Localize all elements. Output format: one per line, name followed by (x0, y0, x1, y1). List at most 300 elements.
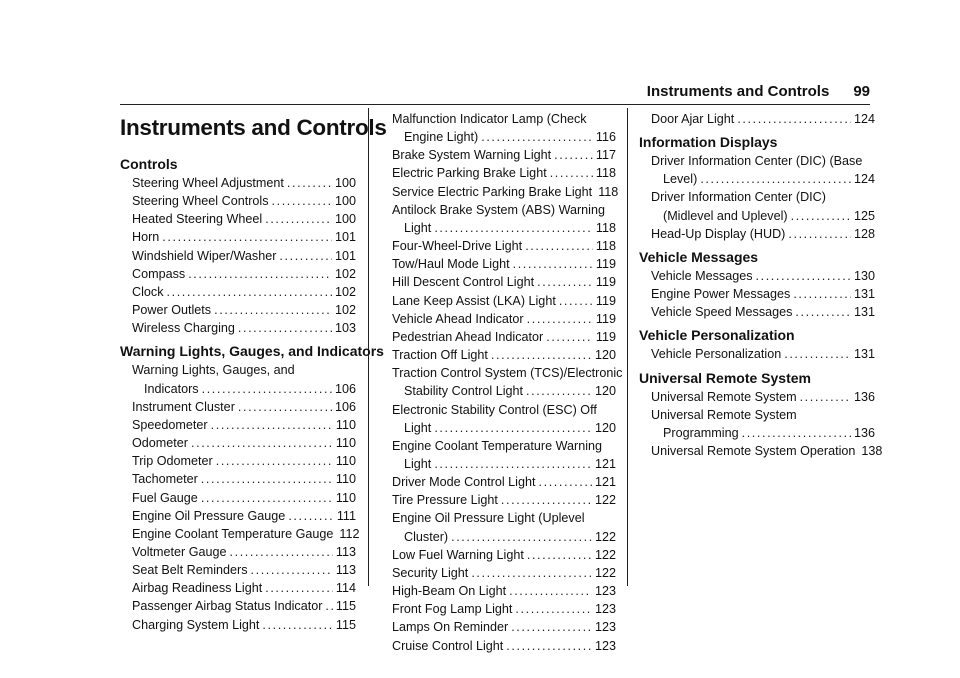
dot-leader (238, 398, 332, 416)
toc-entry-text: Passenger Airbag Status Indicator (132, 599, 323, 614)
dot-leader (509, 582, 592, 600)
toc-page-number: 101 (334, 230, 356, 245)
dot-leader (202, 380, 332, 398)
section-heading: Vehicle Personalization (639, 327, 795, 344)
toc-entry-line (120, 525, 360, 543)
toc-entry-text: Tachometer (132, 472, 198, 487)
toc-entry-text: Odometer (132, 436, 188, 451)
dot-leader (501, 491, 592, 509)
dot-leader (537, 273, 593, 291)
toc-entry[interactable] (639, 188, 875, 224)
toc-entry-text: Vehicle Speed Messages (651, 305, 793, 320)
toc-entry-text: Engine Power Messages (651, 287, 791, 302)
toc-entry[interactable] (380, 110, 616, 146)
toc-entry[interactable] (380, 255, 616, 273)
toc-entry[interactable] (639, 388, 875, 406)
toc-entry[interactable] (380, 618, 616, 636)
dot-leader (784, 345, 851, 363)
toc-page-number: 110 (335, 417, 356, 432)
toc-page-number: 121 (594, 456, 616, 471)
toc-entry-list (120, 174, 356, 337)
toc-page-number: 102 (334, 284, 356, 299)
toc-entry-text: Engine Oil Pressure Gauge (132, 508, 286, 523)
toc-entry-line (120, 283, 356, 301)
toc-entry-text: Lane Keep Assist (LKA) Light (392, 293, 556, 308)
toc-entry-line (380, 328, 616, 346)
dot-leader (554, 146, 593, 164)
toc-page-number: 114 (335, 581, 356, 596)
toc-page-number: 106 (334, 381, 356, 396)
toc-entry-text: Malfunction Indicator Lamp (Check (392, 112, 587, 126)
chapter-title: Instruments and Controls (120, 115, 387, 140)
toc-page-number: 112 (339, 526, 360, 541)
toc-entry-text: Compass (132, 266, 186, 281)
toc-column-2 (380, 110, 623, 655)
toc-entry-text: Tow/Haul Mode Light (392, 257, 510, 272)
toc-entry-line (380, 183, 619, 201)
toc-entry-line (120, 301, 356, 319)
dot-leader (451, 528, 592, 546)
toc-entry-text: Speedometer (132, 417, 208, 432)
toc-entry-text: Electronic Stability Control (ESC) Off (392, 402, 597, 417)
toc-entry-line (639, 285, 875, 303)
toc-entry-text: Lamps On Reminder (392, 620, 509, 635)
toc-entry-line (639, 110, 875, 128)
dot-leader (265, 579, 333, 597)
dot-leader (325, 597, 333, 615)
toc-entry[interactable] (120, 247, 356, 265)
dot-leader (279, 247, 332, 265)
toc-entry-continuation: Light (404, 456, 432, 471)
toc-entry-line (120, 434, 356, 452)
toc-page-number: 131 (853, 305, 875, 320)
dot-leader (513, 255, 593, 273)
dot-leader (251, 561, 333, 579)
toc-entry-text: Low Fuel Warning Light (392, 547, 524, 562)
toc-entry-line (639, 225, 875, 243)
page-number: 99 (853, 83, 870, 100)
toc-entry[interactable] (120, 543, 356, 561)
toc-entry-line (120, 174, 356, 192)
toc-entry-text: Driver Information Center (DIC) (651, 190, 826, 205)
toc-entry-line (120, 228, 356, 246)
toc-entry[interactable] (120, 361, 356, 397)
toc-entry-line (120, 543, 356, 561)
toc-page-number: 119 (595, 293, 616, 308)
dot-leader (515, 600, 592, 618)
toc-entry-line (380, 219, 616, 237)
toc-entry-text: Cruise Control Light (392, 638, 504, 653)
toc-entry-line (380, 237, 616, 255)
section-heading: Controls (120, 156, 178, 172)
toc-entry-line (380, 528, 616, 546)
toc-entry[interactable] (120, 319, 356, 337)
toc-entry-text: Instrument Cluster (132, 399, 235, 414)
toc-page-number: 113 (335, 544, 356, 559)
dot-leader (756, 267, 851, 285)
toc-page-number: 123 (594, 584, 616, 599)
section-heading: Universal Remote System (639, 369, 811, 386)
toc-page-number: 123 (594, 638, 616, 653)
toc-entry-line (120, 398, 356, 416)
toc-entry[interactable] (380, 491, 616, 509)
toc-entry-line (380, 346, 616, 364)
toc-entry-text: Warning Lights, Gauges, and (132, 363, 295, 378)
dot-leader (559, 292, 593, 310)
toc-page-number: 115 (335, 599, 356, 614)
toc-entry[interactable] (120, 452, 356, 470)
toc-entry[interactable] (380, 401, 616, 437)
toc-entry-text: Tire Pressure Light (392, 493, 498, 508)
dot-leader (800, 388, 851, 406)
dot-leader (526, 382, 592, 400)
toc-entry-line (380, 419, 616, 437)
toc-page-number: 100 (334, 212, 356, 227)
toc-entry[interactable] (120, 616, 356, 634)
running-header-title: Instruments and Controls (646, 83, 830, 100)
toc-entry[interactable] (120, 416, 356, 434)
toc-page-number: 122 (594, 565, 616, 580)
dot-leader (527, 546, 592, 564)
toc-entry[interactable] (380, 201, 616, 237)
toc-entry-text: Windshield Wiper/Washer (132, 248, 277, 263)
toc-entry[interactable] (380, 600, 616, 618)
toc-entry[interactable] (639, 110, 875, 128)
toc-entry-list (380, 110, 623, 655)
toc-entry-text: Four-Wheel-Drive Light (392, 239, 523, 254)
toc-page-number: 102 (334, 266, 356, 281)
toc-entry-text: Engine Coolant Temperature Gauge (132, 526, 334, 541)
toc-page-number: 124 (853, 172, 875, 187)
dot-leader (527, 310, 593, 328)
section-heading: Warning Lights, Gauges, and Indicators (120, 343, 384, 360)
dot-leader (434, 419, 592, 437)
toc-page-number: 116 (595, 130, 616, 145)
toc-entry-line (120, 616, 356, 634)
toc-entry[interactable] (380, 146, 616, 164)
toc-page-number: 119 (595, 311, 616, 326)
toc-entry-text: Traction Control System (TCS)/Electronic (392, 366, 623, 381)
toc-entry[interactable] (380, 437, 616, 473)
toc-entry[interactable] (380, 364, 623, 400)
dot-leader (216, 452, 333, 470)
toc-entry-line (120, 561, 356, 579)
section-heading: Vehicle Messages (639, 248, 759, 265)
toc-page-number: 138 (861, 444, 883, 459)
toc-entry-line (120, 470, 356, 488)
dot-leader (791, 207, 851, 225)
toc-entry[interactable] (120, 210, 356, 228)
toc-entry-line (120, 416, 356, 434)
toc-page-number: 113 (335, 563, 356, 578)
toc-entry[interactable] (380, 273, 616, 291)
toc-page-number: 100 (334, 176, 356, 190)
toc-entry-line (639, 345, 875, 363)
toc-page-number: 110 (335, 454, 356, 469)
dot-leader (788, 225, 851, 243)
toc-page-number: 120 (594, 384, 616, 399)
toc-entry-line (380, 546, 616, 564)
toc-entry-line (380, 164, 616, 182)
toc-entry[interactable] (120, 301, 356, 319)
toc-entry-line (120, 452, 356, 470)
toc-entry-text: Fuel Gauge (132, 490, 198, 505)
toc-entry-text: Charging System Light (132, 617, 260, 632)
toc-entry-continuation: Level) (663, 172, 698, 187)
toc-column-3 (639, 110, 883, 460)
toc-page-number: 136 (853, 425, 875, 440)
dot-leader (230, 543, 333, 561)
dot-leader (238, 319, 332, 337)
toc-entry[interactable] (380, 582, 616, 600)
toc-entry-line (380, 382, 616, 400)
dot-leader (511, 618, 592, 636)
toc-entry[interactable] (120, 228, 356, 246)
toc-entry-text: Engine Coolant Temperature Warning (392, 438, 603, 453)
toc-entry[interactable] (380, 237, 616, 255)
toc-entry[interactable] (380, 328, 616, 346)
dot-leader (288, 507, 334, 525)
toc-page-number: 119 (595, 275, 616, 290)
toc-page-number: 110 (335, 436, 356, 451)
toc-entry-line (639, 303, 875, 321)
toc-entry[interactable] (120, 283, 356, 301)
toc-entry-continuation: (Midlevel and Uplevel) (663, 208, 788, 223)
dot-leader (434, 219, 593, 237)
toc-entry[interactable] (120, 561, 356, 579)
toc-entry[interactable] (380, 473, 616, 491)
toc-page-number: 119 (595, 257, 616, 272)
toc-page-number: 128 (853, 226, 875, 241)
toc-page-number: 122 (594, 547, 616, 562)
toc-entry[interactable] (380, 346, 616, 364)
toc-entry-line (120, 489, 356, 507)
toc-page-number: 115 (335, 617, 356, 632)
dot-leader (491, 346, 592, 364)
toc-page-number: 130 (853, 268, 875, 283)
toc-entry-line (380, 292, 616, 310)
toc-entry[interactable] (380, 183, 619, 201)
toc-entry-continuation: Light (404, 220, 432, 235)
toc-entry-list (120, 361, 360, 633)
toc-entry-line (380, 491, 616, 509)
toc-entry-line (120, 247, 356, 265)
toc-page-number: 103 (334, 321, 356, 336)
toc-entry-list (639, 267, 875, 321)
toc-entry-text: Hill Descent Control Light (392, 275, 535, 290)
toc-page-number: 121 (594, 475, 616, 490)
dot-leader (272, 192, 332, 210)
toc-entry-continuation: Cluster) (404, 529, 449, 544)
toc-entry[interactable] (639, 303, 875, 321)
toc-entry-text: Voltmeter Gauge (132, 544, 227, 559)
toc-page-number: 136 (853, 389, 875, 404)
toc-entry-line (380, 273, 616, 291)
toc-entry-line (120, 192, 356, 210)
dot-leader (201, 489, 333, 507)
header-rule (120, 104, 870, 105)
toc-entry-line (120, 380, 356, 398)
toc-entry[interactable] (120, 489, 356, 507)
toc-entry-line (120, 319, 356, 337)
toc-entry[interactable] (120, 525, 360, 543)
toc-entry-line (380, 310, 616, 328)
toc-entry-text: Service Electric Parking Brake Light (392, 184, 593, 199)
dot-leader (434, 455, 592, 473)
toc-entry-line (639, 207, 875, 225)
dot-leader (214, 301, 332, 319)
toc-page-number: 123 (594, 620, 616, 635)
toc-column-1 (120, 110, 387, 634)
toc-entry-continuation: Programming (663, 425, 739, 440)
toc-entry-continuation: Light (404, 420, 432, 435)
toc-entry-line (120, 507, 356, 525)
toc-entry[interactable] (120, 507, 356, 525)
toc-entry-continuation: Stability Control Light (404, 384, 524, 399)
toc-page-number: 101 (334, 248, 356, 263)
toc-page-number: 124 (853, 112, 875, 126)
toc-entry[interactable] (120, 579, 356, 597)
toc-entry-line (380, 600, 616, 618)
toc-entry-line (639, 442, 883, 460)
toc-page-number: 106 (334, 399, 356, 414)
dot-leader (167, 283, 332, 301)
toc-entry-list (639, 345, 875, 363)
dot-leader (162, 228, 332, 246)
dot-leader (211, 416, 333, 434)
toc-entry[interactable] (639, 442, 883, 460)
toc-entry[interactable] (380, 164, 616, 182)
dot-leader (191, 434, 333, 452)
toc-page-number: 118 (598, 184, 619, 199)
toc-page-number: 123 (594, 602, 616, 617)
toc-entry-text: Horn (132, 230, 160, 245)
toc-entry-line (120, 265, 356, 283)
toc-entry-text: Steering Wheel Adjustment (132, 176, 284, 190)
toc-entry[interactable] (639, 152, 875, 188)
toc-entry-text: Vehicle Messages (651, 268, 753, 283)
toc-entry-text: Driver Information Center (DIC) (Base (651, 154, 863, 169)
toc-entry[interactable] (380, 564, 616, 582)
toc-entry-text: Traction Off Light (392, 348, 488, 363)
toc-page-number: 117 (595, 148, 616, 163)
toc-entry-line (120, 597, 356, 615)
toc-entry[interactable] (120, 265, 356, 283)
dot-leader (737, 110, 851, 128)
toc-entry-text: Engine Oil Pressure Light (Uplevel (392, 511, 585, 526)
running-header (647, 83, 870, 100)
section-heading: Information Displays (639, 134, 778, 151)
toc-entry[interactable] (120, 470, 356, 488)
toc-page-number: 102 (334, 303, 356, 318)
toc-entry[interactable] (380, 546, 616, 564)
toc-entry-text: Steering Wheel Controls (132, 194, 269, 209)
toc-entry[interactable] (380, 637, 616, 655)
dot-leader (201, 470, 333, 488)
toc-entry[interactable] (120, 434, 356, 452)
toc-page-number: 118 (595, 166, 616, 181)
toc-page-number: 118 (595, 220, 616, 235)
toc-entry-text: Head-Up Display (HUD) (651, 226, 786, 241)
dot-leader (525, 237, 593, 255)
toc-entry-text: Driver Mode Control Light (392, 475, 536, 490)
dot-leader (287, 174, 332, 192)
toc-entry-text: Universal Remote System Operation (651, 444, 856, 459)
dot-leader (793, 285, 851, 303)
toc-entry[interactable] (639, 225, 875, 243)
toc-entry-line (120, 210, 356, 228)
toc-entry-line (380, 255, 616, 273)
toc-entry-text: Antilock Brake System (ABS) Warning (392, 202, 605, 217)
toc-entry-line (380, 618, 616, 636)
dot-leader (795, 303, 851, 321)
toc-entry-text: Front Fog Lamp Light (392, 602, 513, 617)
toc-entry[interactable] (380, 509, 616, 545)
dot-leader (546, 328, 593, 346)
toc-entry-continuation: Engine Light) (404, 130, 479, 145)
toc-page-number: 110 (335, 472, 356, 487)
toc-page-number: 120 (594, 348, 616, 363)
toc-entry[interactable] (120, 398, 356, 416)
dot-leader (506, 637, 592, 655)
toc-entry[interactable] (639, 285, 875, 303)
dot-leader (481, 128, 593, 146)
toc-entry-text: High-Beam On Light (392, 584, 507, 599)
toc-entry-text: Seat Belt Reminders (132, 563, 248, 578)
toc-entry-text: Power Outlets (132, 303, 212, 318)
toc-entry-continuation: Indicators (144, 381, 199, 396)
toc-entry-line (380, 473, 616, 491)
toc-entry-line (639, 388, 875, 406)
toc-page-number: 122 (594, 529, 616, 544)
toc-page-number: 125 (853, 208, 875, 223)
toc-entry-text: Security Light (392, 565, 469, 580)
toc-entry[interactable] (120, 174, 356, 192)
toc-entry[interactable] (120, 597, 356, 615)
dot-leader (550, 164, 593, 182)
dot-leader (700, 170, 851, 188)
toc-page-number: 131 (853, 347, 875, 362)
toc-entry-text: Clock (132, 284, 164, 299)
toc-entry[interactable] (120, 192, 356, 210)
toc-entry-text: Heated Steering Wheel (132, 212, 263, 227)
toc-entry[interactable] (639, 345, 875, 363)
toc-entry[interactable] (639, 406, 875, 442)
toc-entry-text: Universal Remote System (651, 389, 797, 404)
dot-leader (539, 473, 592, 491)
toc-entry[interactable] (639, 267, 875, 285)
toc-entry[interactable] (380, 310, 616, 328)
toc-entry-line (380, 146, 616, 164)
toc-entry-list (639, 152, 875, 243)
toc-entry[interactable] (380, 292, 616, 310)
toc-page-number: 120 (594, 420, 616, 435)
toc-entry-text: Wireless Charging (132, 321, 235, 336)
toc-page-number: 100 (334, 194, 356, 209)
toc-page-number: 122 (594, 493, 616, 508)
toc-page-number: 111 (336, 508, 356, 523)
toc-entry-line (380, 128, 616, 146)
toc-entry-line (120, 579, 356, 597)
toc-entry-text: Trip Odometer (132, 454, 213, 469)
toc-entry-text: Vehicle Personalization (651, 347, 782, 362)
toc-entry-text: Airbag Readiness Light (132, 581, 263, 596)
dot-leader (742, 424, 851, 442)
toc-page-number: 131 (853, 287, 875, 302)
toc-entry-line (639, 170, 875, 188)
toc-page-number: 110 (335, 490, 356, 505)
toc-page-number: 118 (595, 239, 616, 254)
